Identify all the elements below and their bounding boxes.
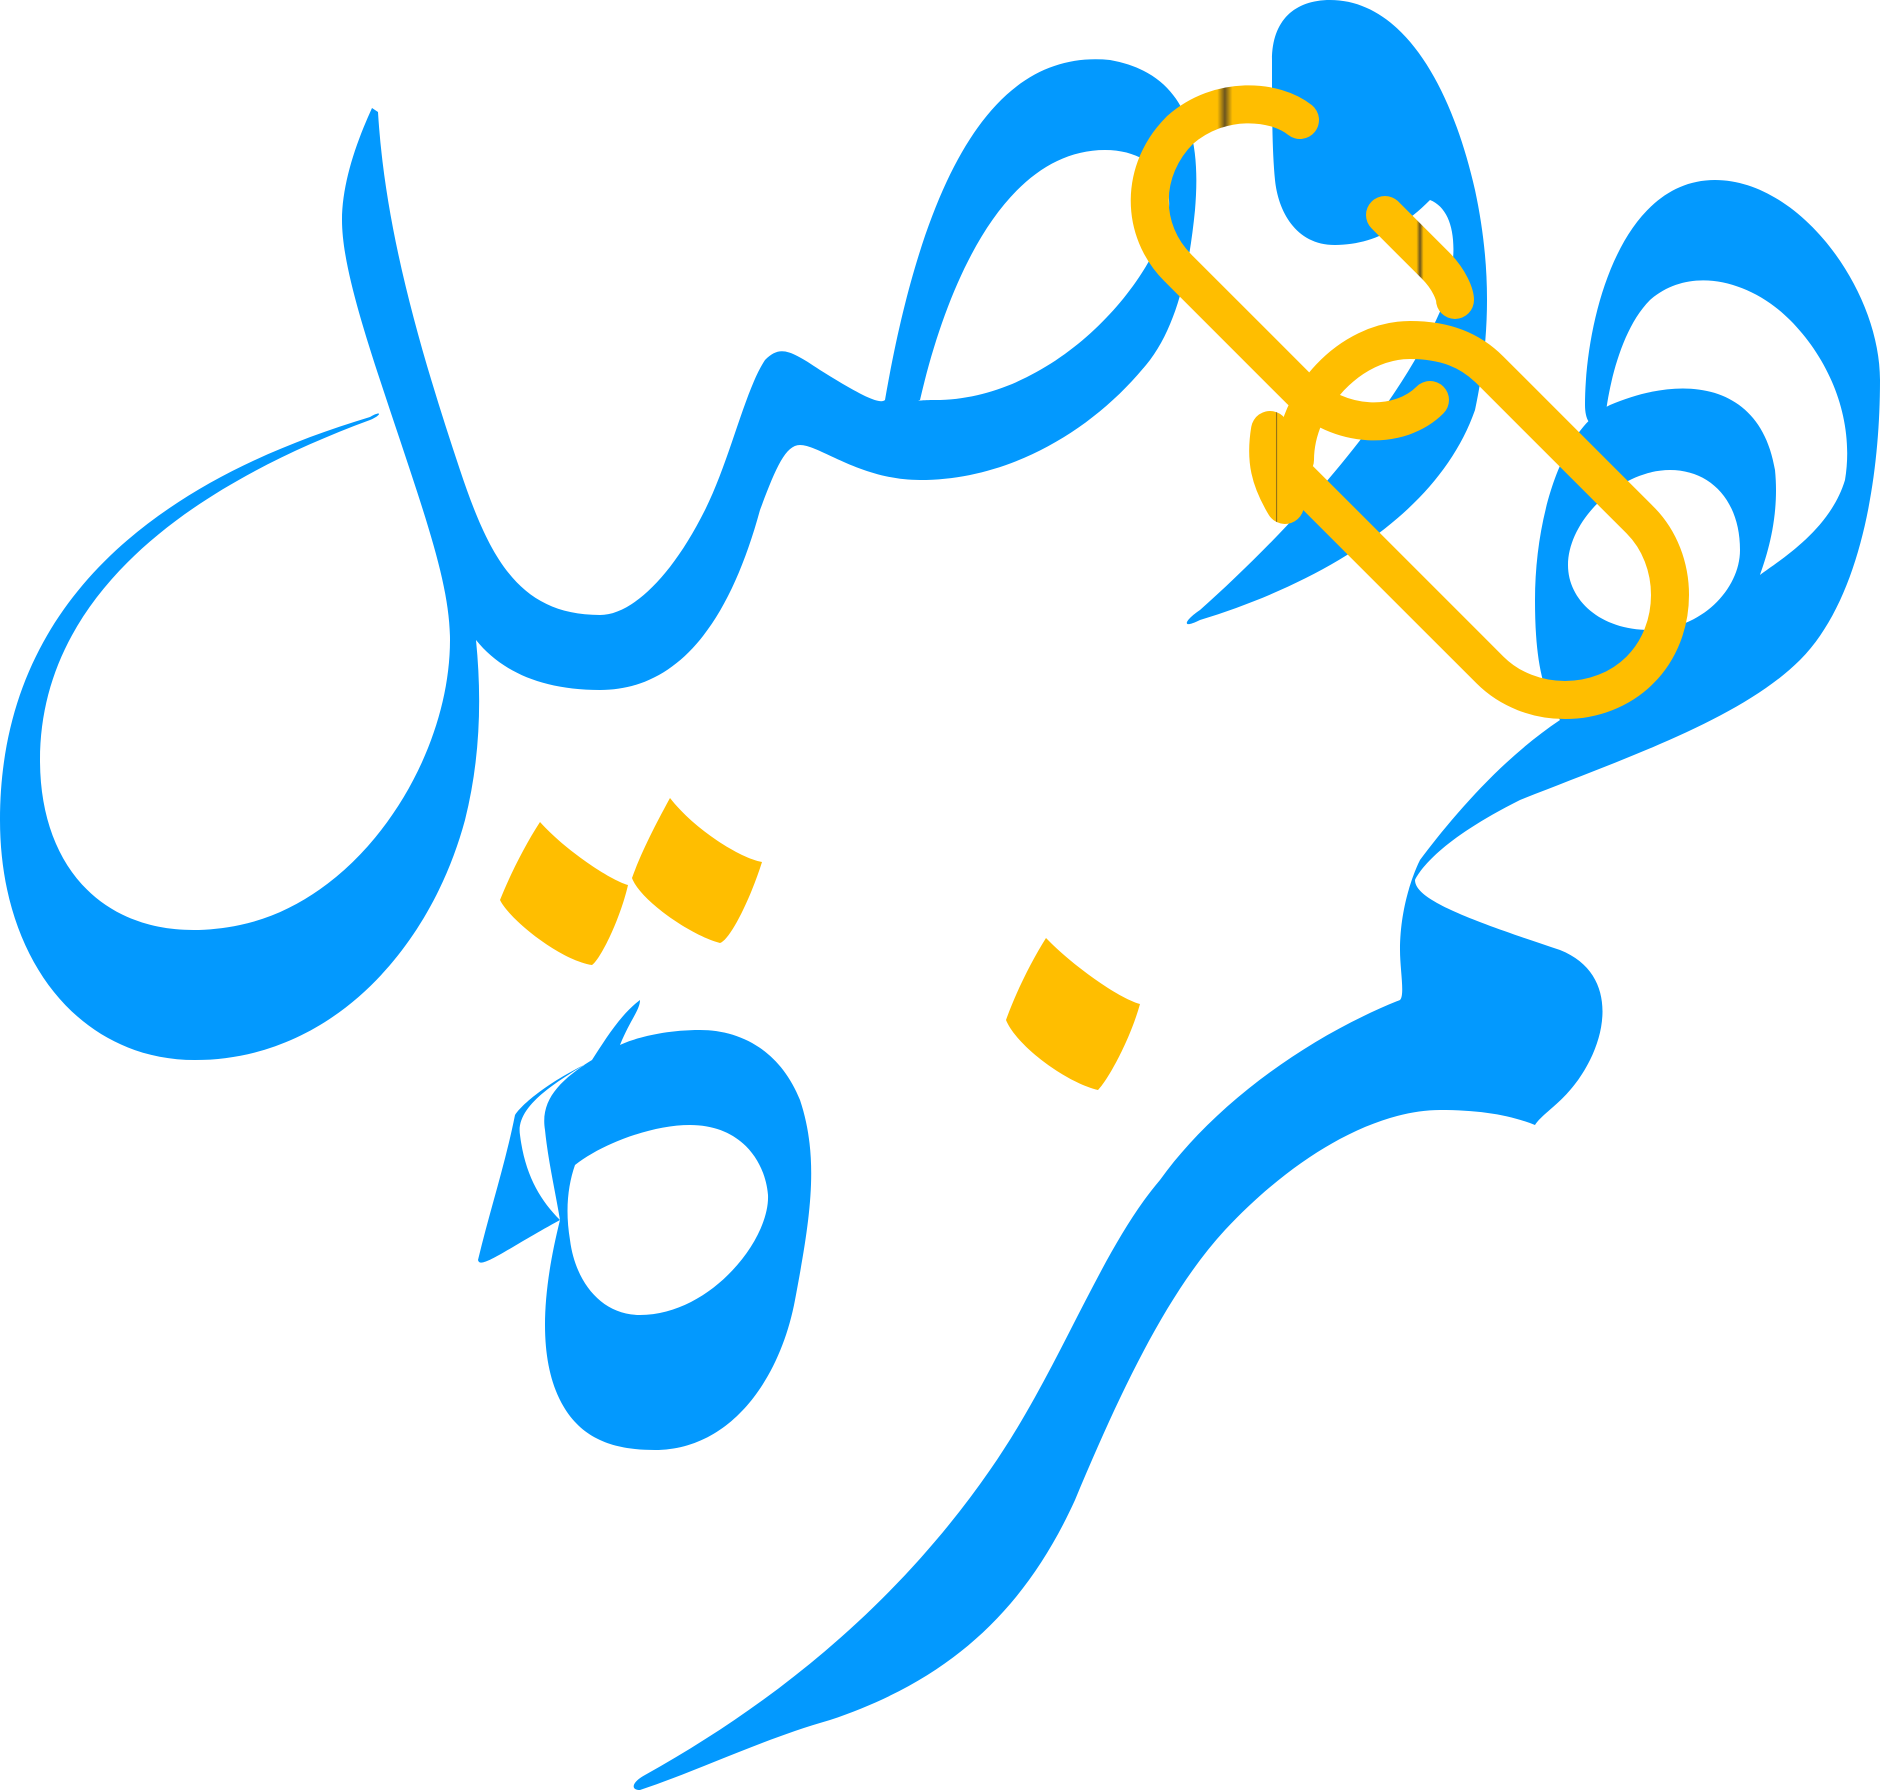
diacritic-dot-icon <box>500 822 628 965</box>
calligraphy-lower-loop <box>478 1000 811 1450</box>
chain-link-lower-shade <box>1268 430 1285 505</box>
chain-link-upper-right <box>1385 215 1455 300</box>
diacritic-dot-icon <box>632 798 762 943</box>
diacritic-dot-icon <box>1006 938 1140 1090</box>
diacritic-dots <box>500 798 1140 1090</box>
